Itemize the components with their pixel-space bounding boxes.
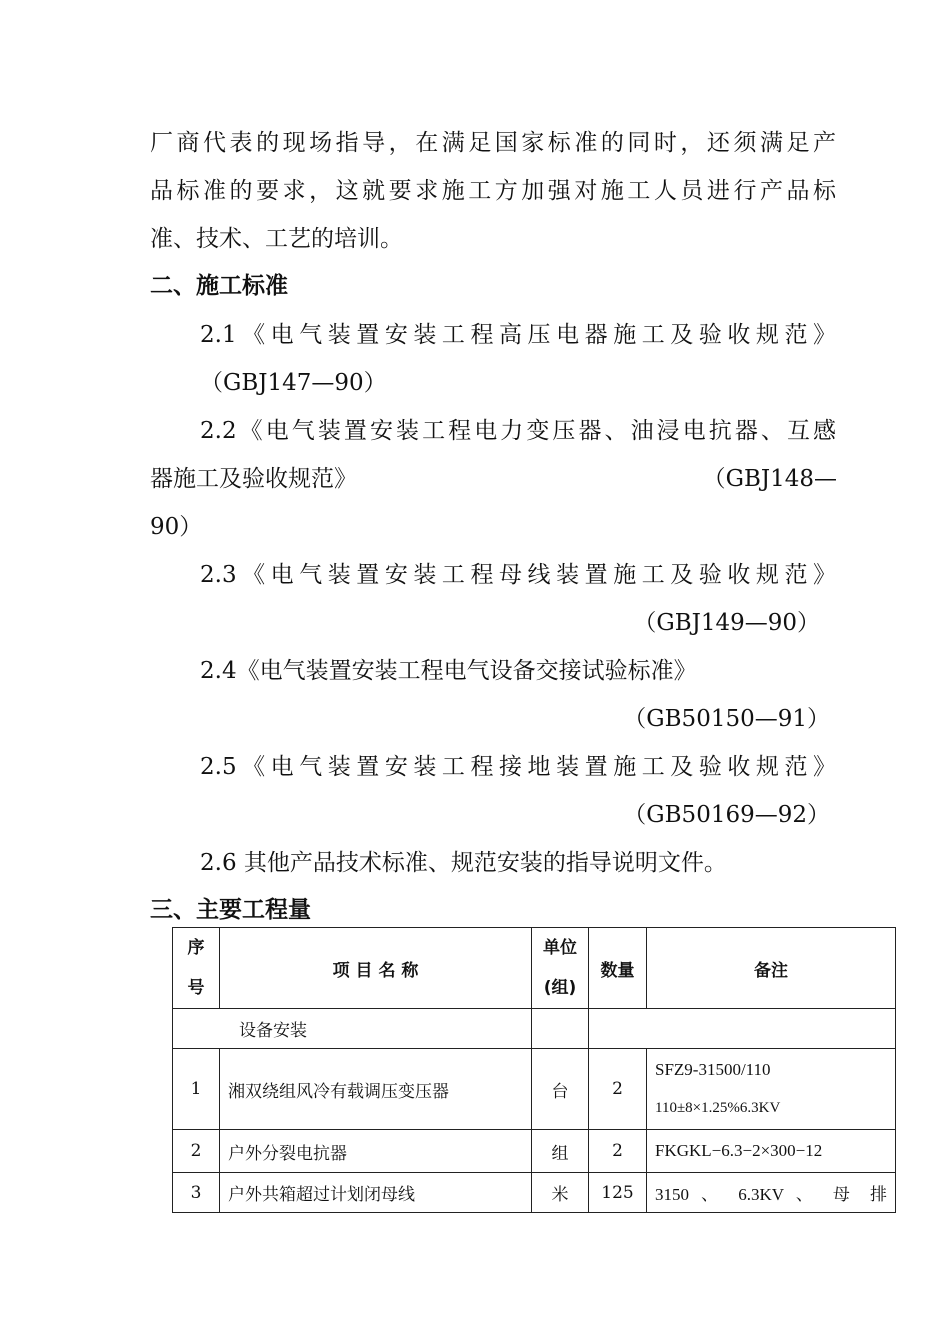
row-no: 1 — [173, 1049, 220, 1130]
standard-2-4: 2.4《电气装置安装工程电气设备交接试验标准》 — [200, 658, 697, 684]
intro-line-3: 准、技术、工艺的培训。 — [150, 226, 403, 252]
header-name: 项 目 名 称 — [220, 928, 532, 1009]
row-unit: 米 — [532, 1173, 589, 1213]
row-qty: 125 — [589, 1173, 647, 1213]
header-unit-1: 单位 — [543, 938, 577, 958]
standard-2-1: 2.1《电气装置安装工程高压电器施工及验收规范》 — [200, 322, 836, 348]
standard-2-2-line-1: 2.2《电气装置安装工程电力变压器、油浸电抗器、互感 — [200, 418, 836, 444]
row-unit: 台 — [532, 1049, 589, 1130]
header-no-2: 号 — [187, 978, 205, 998]
row-name: 户外分裂电抗器 — [220, 1130, 532, 1173]
group-empty-rest — [589, 1009, 896, 1049]
row-name: 户外共箱超过计划闭母线 — [220, 1173, 532, 1213]
row-remark: 3150 、 6.3KV 、 母 排 — [647, 1173, 896, 1213]
standard-2-2-code: （GBJ148— — [702, 466, 837, 492]
section-heading-standards: 二、施工标准 — [150, 273, 288, 299]
section-heading-quantities: 三、主要工程量 — [150, 897, 311, 923]
row-qty: 2 — [589, 1049, 647, 1130]
standard-2-1-code: （GBJ147—90） — [200, 370, 387, 396]
standard-2-5-code: （GB50169—92） — [623, 802, 830, 828]
table-row — [173, 1130, 896, 1173]
standard-2-2-code-cont: 90） — [150, 514, 203, 540]
header-no — [173, 928, 220, 1009]
standard-2-2-line-2: 器施工及验收规范》 — [150, 466, 357, 492]
table-group-row — [173, 1009, 896, 1049]
quantities-table — [172, 927, 896, 1213]
row-remark: FKGKL−6.3−2×300−12 — [647, 1130, 896, 1173]
standard-2-3: 2.3《电气装置安装工程母线装置施工及验收规范》 — [200, 562, 836, 588]
row-no: 3 — [173, 1173, 220, 1213]
standard-2-3-code: （GBJ149—90） — [633, 610, 820, 636]
table-header-row — [173, 928, 896, 1009]
row-remark — [647, 1049, 896, 1130]
header-unit-2: (组) — [543, 978, 577, 998]
intro-line-1: 厂商代表的现场指导，在满足国家标准的同时，还须满足产 — [150, 130, 836, 156]
intro-line-2: 品标准的要求，这就要求施工方加强对施工人员进行产品标 — [150, 178, 836, 204]
table-row — [173, 1173, 896, 1213]
row-remark-line-2: 110±8×1.25%6.3KV — [655, 1100, 781, 1116]
row-name: 湘双绕组风冷有载调压变压器 — [220, 1049, 532, 1130]
standard-2-4-code: （GB50150—91） — [623, 706, 830, 732]
row-qty: 2 — [589, 1130, 647, 1173]
standard-2-6: 2.6 其他产品技术标准、规范安装的指导说明文件。 — [200, 850, 727, 876]
header-no-1: 序 — [187, 938, 205, 958]
row-unit: 组 — [532, 1130, 589, 1173]
header-qty: 数量 — [589, 928, 647, 1009]
header-remark: 备注 — [647, 928, 896, 1009]
group-empty-unit — [532, 1009, 589, 1049]
standard-2-5: 2.5《电气装置安装工程接地装置施工及验收规范》 — [200, 754, 836, 780]
table-row — [173, 1049, 896, 1130]
header-unit — [532, 928, 589, 1009]
group-label: 设备安装 — [173, 1009, 532, 1049]
row-remark-line-1: SFZ9-31500/110 — [655, 1060, 771, 1079]
row-no: 2 — [173, 1130, 220, 1173]
